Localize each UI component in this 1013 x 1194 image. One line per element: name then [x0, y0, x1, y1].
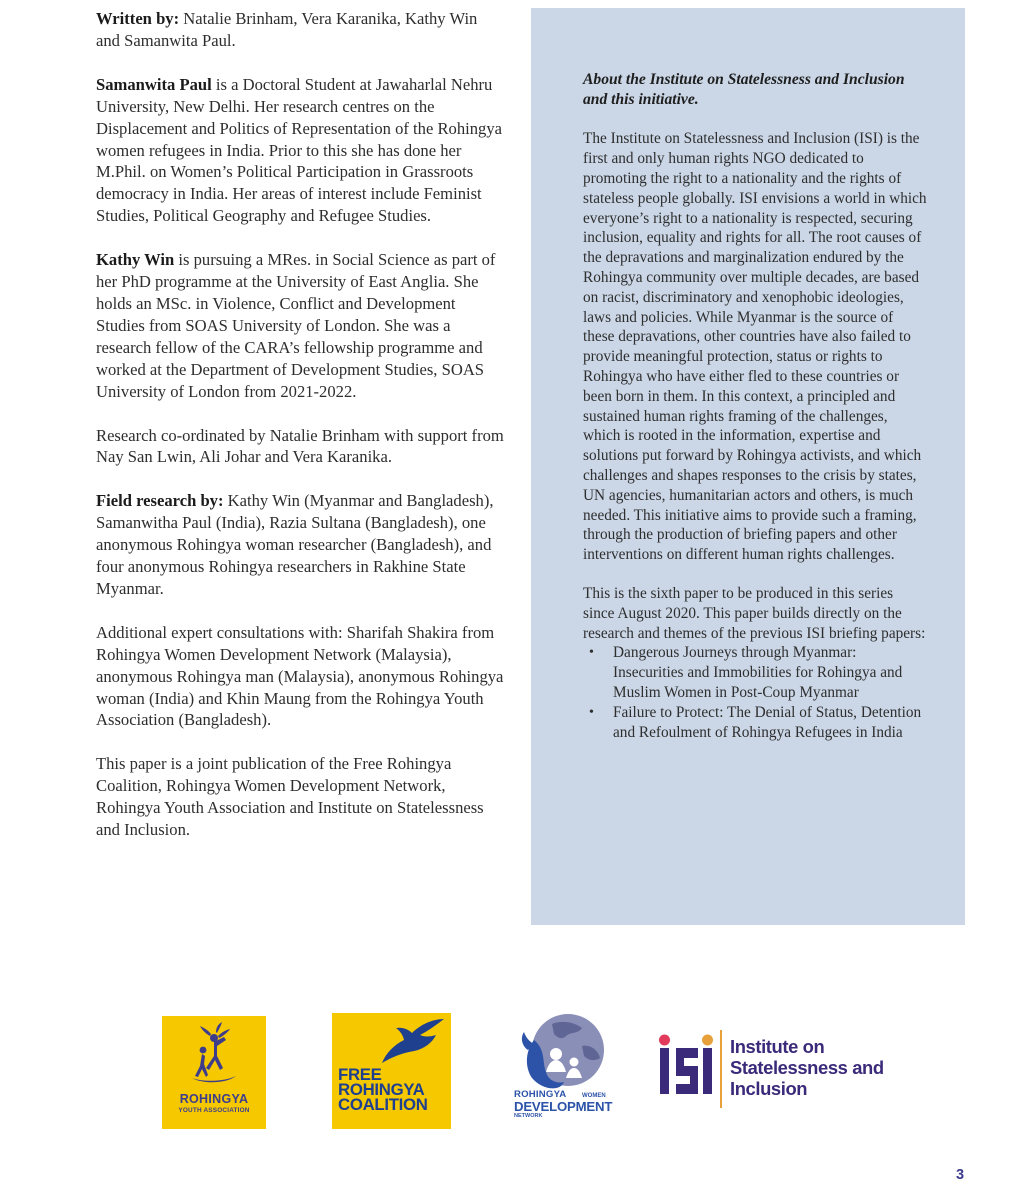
- rohingya-youth-association-logo: [162, 1016, 266, 1129]
- rwdn-line-3: NETWORK: [514, 1113, 543, 1119]
- page-number: 3: [956, 1167, 965, 1183]
- about-isi-content: [583, 70, 927, 742]
- win-bio-paragraph: [96, 249, 504, 402]
- frc-line-2: ROHINGYA: [338, 1080, 425, 1099]
- free-rohingya-coalition-logo: [332, 1013, 451, 1129]
- previous-papers-list: [583, 643, 927, 742]
- about-isi-panel: [531, 8, 965, 925]
- written-by-label: Written by:: [96, 9, 180, 28]
- dove-icon: [332, 1013, 451, 1073]
- isi-logo: [658, 1030, 898, 1130]
- rya-subtitle: YOUTH ASSOCIATION: [178, 1107, 250, 1114]
- joint-publication-paragraph: This paper is a joint publication of the Free Rohingya Coalition, Rohingya Women Development Network, Rohingya Youth Association and Institute on Statelessness and Inclusion.: [96, 754, 484, 840]
- rwdn-women: WOMEN: [582, 1093, 606, 1099]
- isi-line-3: Inclusion: [730, 1078, 808, 1099]
- consultations-paragraph: Additional expert consultations with: Sharifah Shakira from Rohingya Women Development Network (Malaysia), anonymous Rohingya man (Malaysia), anonymous Rohingya woman (India) and Khin Maung from the Rohingya Youth Association (Bangladesh).: [96, 622, 504, 730]
- win-bio: is pursuing a MRes. in Social Science as part of her PhD programme at the University of East Anglia. She holds an MSc. in Violence, Conflict and Development Studies from SOAS University of London. She was a research fellow of the CARA’s fellowship programme and worked at the Department of Development Studies, SOAS University of London from 2021-2022.: [96, 250, 496, 401]
- written-by-text: Natalie Brinham, Vera Karanika, Kathy Win and Samanwita Paul.: [96, 9, 478, 50]
- previous-paper-item: • Dangerous Journeys through Myanmar: Insecurities and Immobilities for Rohingya and Muslim Women in Post-Coup Myanmar: [583, 643, 927, 702]
- about-isi-paragraph-1: The Institute on Statelessness and Inclusion (ISI) is the first and only human rights NGO dedicated to promoting the right to a nationality and the rights of stateless people globally. ISI envisions a world in which everyone’s right to a nationality is respected, securing inclusion, equality and rights for all. The root causes of the depravations and marginalization endured by the Rohingya community over multiple decades, are based on racist, discriminatory and xenophobic ideologies, laws and policies. While Myanmar is the source of these depravations, other countries have also failed to provide meaningful protection, status or rights to Rohingya who have either fled to these countries or been born in them. In this context, a principled and sustained human rights framing of the challenges, which is rooted in the information, expertise and solutions put forward by Rohingya activists, and which challenges and shapes responses to the crisis by states, UN agencies, humanitarian actors and others, is much needed. This initiative aims to provide such a framing, through the production of briefing papers and other interventions on different human rights challenges.: [583, 130, 927, 564]
- left-column: [96, 8, 504, 863]
- rya-title: ROHINGYA: [179, 1092, 249, 1106]
- field-research-paragraph: [96, 490, 504, 600]
- paul-name: Samanwita Paul: [96, 74, 212, 94]
- field-research-label: Field research by:: [96, 491, 224, 511]
- rwdn-line-1: ROHINGYA: [514, 1089, 567, 1100]
- written-by-paragraph: [96, 8, 504, 52]
- previous-paper-item: • Failure to Protect: The Denial of Status, Detention and Refoulment of Rohingya Refugees in India: [583, 703, 927, 743]
- about-isi-heading: About the Institute on Statelessness and Inclusion and this initiative.: [583, 71, 905, 109]
- about-isi-paragraph-2: This is the sixth paper to be produced in this series since August 2020. This paper builds directly on the research and themes of the previous ISI briefing papers:: [583, 584, 926, 642]
- frc-wordmark: [338, 1067, 450, 1112]
- isi-wordmark: [730, 1036, 900, 1099]
- win-name: Kathy Win: [96, 250, 175, 270]
- field-research-text: Kathy Win (Myanmar and Bangladesh), Samanwitha Paul (India), Razia Sultana (Bangladesh), one anonymous Rohingya woman researcher (Bangladesh), and four anonymous Rohingya researchers in Rakhine State Myanmar.: [96, 491, 494, 598]
- paul-bio: is a Doctoral Student at Jawaharlal Nehru University, New Delhi. Her research centres on the Displacement and Politics of Representation of the Rohingya women refugees in India. Prior to this she has done her M.Phil. on Women’s Political Participation in Grassroots democracy in India. Her areas of interest include Feminist Studies, Political Geography and Refugee Studies.: [96, 74, 502, 226]
- isi-line-2: Statelessness and: [730, 1057, 884, 1078]
- frc-line-3: COALITION: [338, 1095, 428, 1114]
- isi-mark-icon: [658, 1034, 714, 1106]
- isi-line-1: Institute on: [730, 1036, 825, 1057]
- isi-divider: [720, 1030, 722, 1108]
- rwdn-line-2: DEVELOPMENT: [514, 1099, 613, 1114]
- paul-bio-paragraph: [96, 74, 504, 227]
- coordination-paragraph: Research co-ordinated by Natalie Brinham with support from Nay San Lwin, Ali Johar and Vera Karanika.: [96, 425, 504, 467]
- rohingya-women-development-network-logo: [512, 1010, 622, 1135]
- frc-line-1: FREE: [338, 1065, 382, 1084]
- globe-women-icon: [512, 1010, 622, 1092]
- partner-logos: [0, 1010, 1013, 1140]
